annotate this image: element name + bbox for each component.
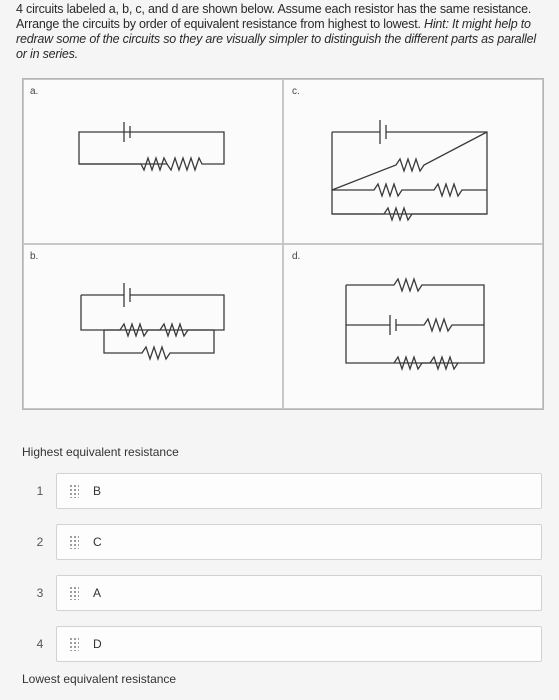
circuit-a-diagram: [24, 80, 284, 245]
drag-handle-icon[interactable]: [69, 484, 79, 498]
rank-value: C: [93, 535, 102, 549]
rank-slot-1[interactable]: [56, 473, 542, 509]
rank-slot-4[interactable]: [56, 626, 542, 662]
question-text: [16, 2, 546, 62]
drag-handle-icon[interactable]: [69, 637, 79, 651]
drag-handle-icon[interactable]: [69, 586, 79, 600]
circuit-c-label: c.: [292, 86, 300, 97]
question-body: 4 circuits labeled a, b, c, and d are shown below. Assume each resistor has the same resistance. Arrange the circuits by order of equivalent resistance from highest to lowest.: [16, 2, 532, 31]
question-hint: Hint: It might help to redraw some of the circuits so they are visually simpler to distinguish the different parts as parallel or in series.: [16, 17, 536, 61]
rank-row-2: [22, 524, 542, 560]
rank-value: D: [93, 637, 102, 651]
circuit-d: [283, 244, 543, 409]
rank-number: 4: [36, 637, 44, 651]
rank-value: B: [93, 484, 102, 498]
rank-row-3: [22, 575, 542, 611]
circuit-d-diagram: [284, 245, 544, 410]
rank-number: 3: [36, 586, 44, 600]
circuit-a: [23, 79, 283, 244]
rank-slot-2[interactable]: [56, 524, 542, 560]
highest-label: Highest equivalent resistance: [22, 445, 179, 459]
rank-number: 2: [36, 535, 44, 549]
circuit-c: [283, 79, 543, 244]
lowest-label: Lowest equivalent resistance: [22, 672, 177, 686]
circuit-c-diagram: [284, 80, 544, 245]
rank-slot-3[interactable]: [56, 575, 542, 611]
rank-row-4: [22, 626, 542, 662]
circuit-a-label: a.: [30, 86, 39, 97]
drag-handle-icon[interactable]: [69, 535, 79, 549]
rank-number: 1: [36, 484, 44, 498]
rank-value: A: [93, 586, 102, 600]
circuit-grid: [22, 78, 544, 410]
circuit-b-label: b.: [30, 251, 39, 262]
circuit-b: [23, 244, 283, 409]
circuit-b-diagram: [24, 245, 284, 410]
rank-row-1: [22, 473, 542, 509]
circuit-d-label: d.: [292, 251, 301, 262]
